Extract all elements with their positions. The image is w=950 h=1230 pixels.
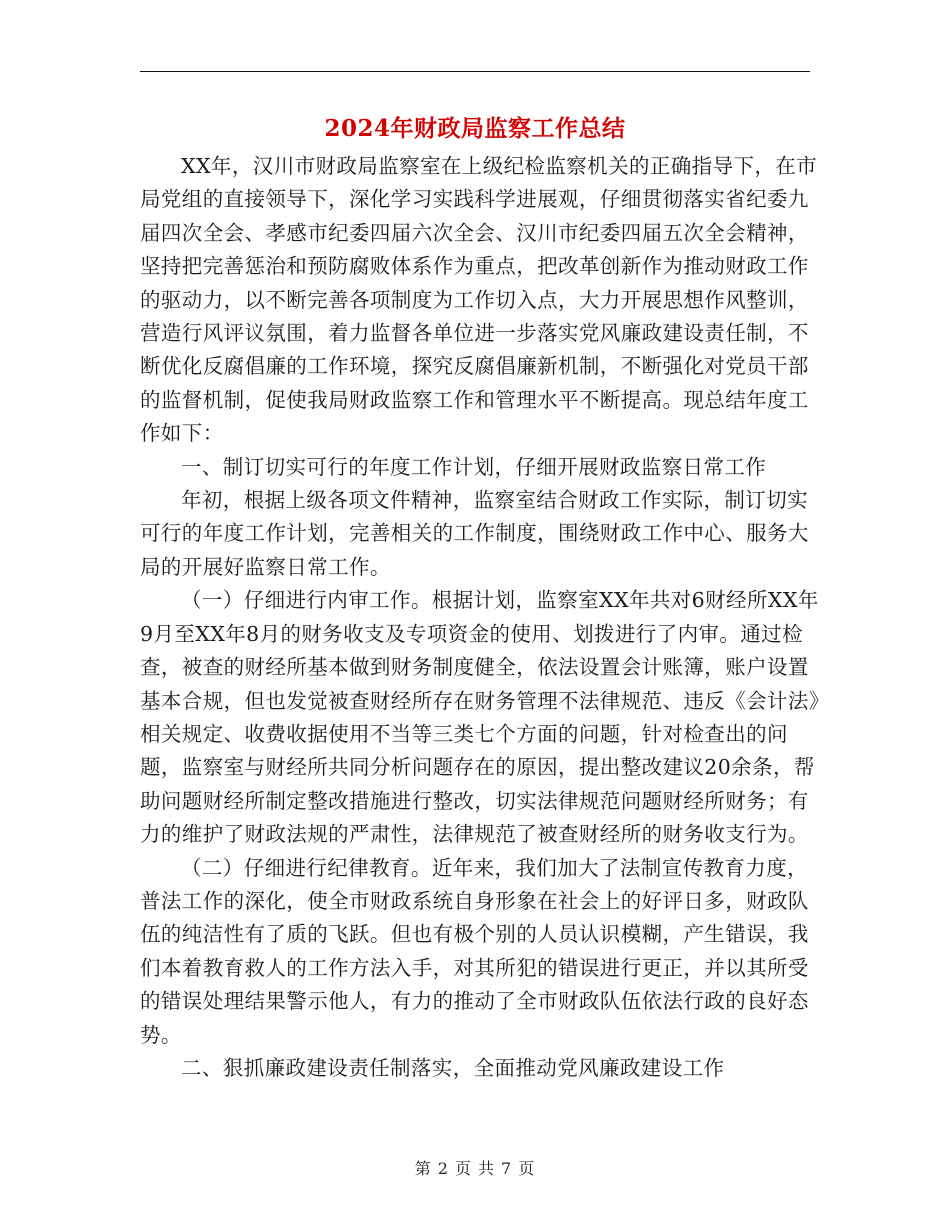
header-rule xyxy=(140,71,810,72)
section-heading-1: 一、制订切实可行的年度工作计划，仔细开展财政监察日常工作 xyxy=(181,454,767,479)
footer-middle: 页 共 xyxy=(454,1159,496,1178)
document-body xyxy=(140,150,820,1085)
section-heading-2: 二、狠抓廉政建设责任制落实，全面推动党风廉政建设工作 xyxy=(181,1055,725,1080)
footer-total-pages: 7 xyxy=(501,1159,513,1178)
footer-page-number: 2 xyxy=(437,1159,449,1178)
footer-suffix: 页 xyxy=(518,1159,536,1178)
paragraph-intro: XX年，汉川市财政局监察室在上级纪检监察机关的正确指导下，在市局党组的直接领导下，深化学习实践科学进展观，仔细贯彻落实省纪委九届四次全会、孝感市纪委四届六次全会、汉川市纪委四届五次全会精神，坚持把完善惩治和预防腐败体系作为重点，把改革创新作为推动财政工作的驱动力，以不断完善各项制度为工作切入点，大力开展思想作风整训，营造行风评议氛围，着力监督各单位进一步落实党风廉政建设责任制，不断优化反腐倡廉的工作环境，探究反腐倡廉新机制，不断强化对党员干部的监督机制，促使我局财政监察工作和管理水平不断提高。现总结年度工作如下： xyxy=(140,154,818,446)
paragraph-discipline: （二）仔细进行纪律教育。近年来，我们加大了法制宣传教育力度，普法工作的深化，使全市财政系统自身形象在社会上的好评日多，财政队伍的纯洁性有了质的飞跃。但也有极个别的人员认识模糊，产生错误，我们本着教育救人的工作方法入手，对其所犯的错误进行更正，并以其所受的错误处理结果警示他人，有力的推动了全市财政队伍依法行政的良好态势。 xyxy=(140,855,809,1047)
paragraph-plan: 年初，根据上级各项文件精神，监察室结合财政工作实际，制订切实可行的年度工作计划，完善相关的工作制度，围绕财政工作中心、服务大局的开展好监察日常工作。 xyxy=(140,488,809,579)
page-footer xyxy=(0,1156,950,1179)
document-title: 2024年财政局监察工作总结 xyxy=(324,115,626,142)
paragraph-audit: （一）仔细进行内审工作。根据计划，监察室XX年共对6财经所XX年9月至XX年8月的财务收支及专项资金的使用、划拨进行了内审。通过检查，被查的财经所基本做到财务制度健全，依法设置会计账簿，账户设置基本合规，但也发觉被查财经所存在财务管理不法律规范、违反《会计法》相关规定、收费收据使用不当等三类七个方面的问题，针对检查出的问题，监察室与财经所共同分析问题存在的原因，提出整改建议20余条，帮助问题财经所制定整改措施进行整改，切实法律规范问题财经所财务；有力的维护了财政法规的严肃性，法律规范了被查财经所的财务收支行为。 xyxy=(140,588,820,847)
footer-prefix: 第 xyxy=(414,1159,432,1178)
